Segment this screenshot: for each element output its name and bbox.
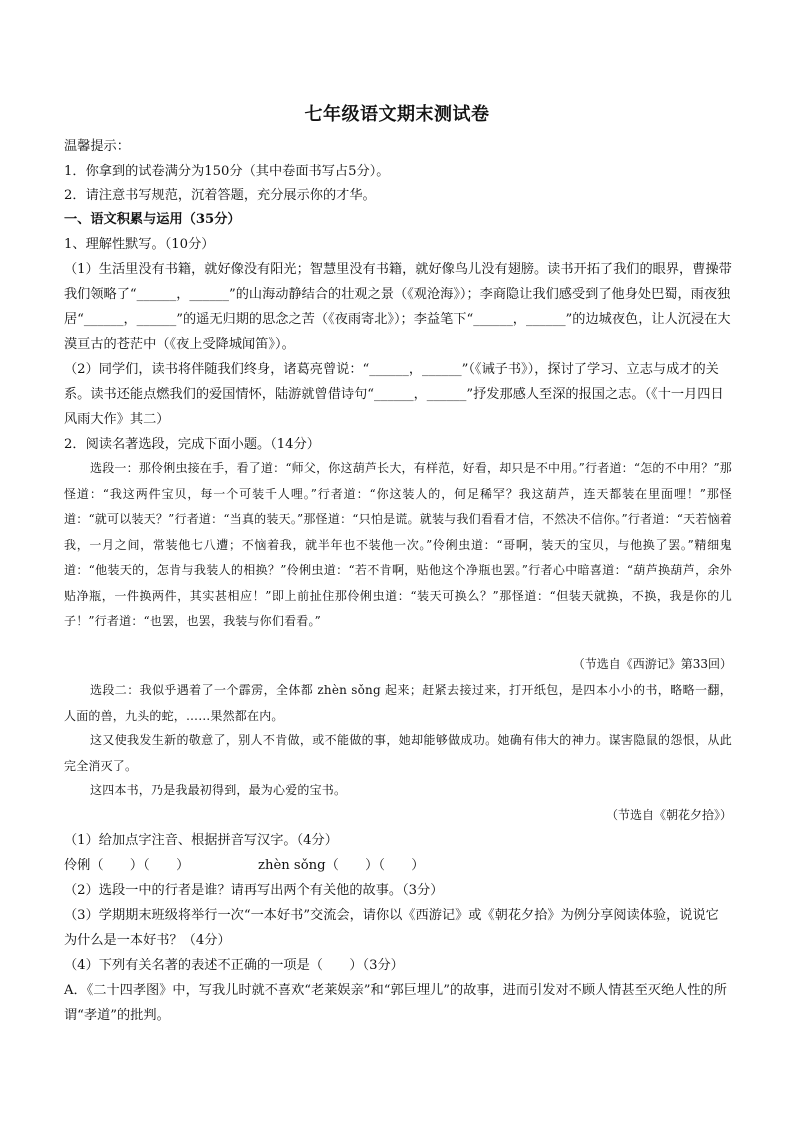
sub-question-1-right-blanks: zhèn sǒng（ ）（ ） (258, 858, 425, 873)
option-a: A．《二十四孝图》中，写我儿时就不喜欢“老莱娱亲”和“郭巨埋儿”的故事，进而引发对不顾人情甚至灭绝人性的所谓“孝道”的批判。 (64, 983, 727, 1023)
tips-heading: 温馨提示： (64, 139, 130, 154)
question-2-title: 2．阅读名著选段，完成下面小题。（14分） (64, 437, 320, 452)
tips-line-1: 1．你拿到的试卷满分为150分（其中卷面书写占5分）。 (64, 164, 390, 179)
sub-question-4: （4）下列有关名著的表述不正确的一项是（ ）（3分） (64, 958, 404, 973)
question-1-part-1: （1）生活里没有书籍，就好像没有阳光；智慧里没有书籍，就好像鸟儿没有翅膀。读书开拓了我们的眼界，曹操带我们领略了“______，______”的山海动静结合的壮观之景（《观沧海》）；李商隐让我们感受到了他身处巴蜀，雨夜独居“______，______”的遥无归期的思念之苦（《夜雨寄北》）；李益笔下“______，______”的边城夜色，让人沉浸在大漠亘古的苍茫中（《夜上受降城闻笛》）。 (64, 262, 732, 352)
excerpt-2-para-1: 选段二：我似乎遇着了一个霹雳，全体都 zhèn sǒng 起来；赶紧去接过来，打开纸包，是四本小小的书，略略一翻，人面的兽，九头的蛇，……果然都在内。 (64, 683, 732, 723)
excerpt-1: 选段一：那伶俐虫接在手，看了道：“师父，你这葫芦长大，有样范，好看，却只是不中用。”行者道：“怎的不中用？”那怪道：“我这两件宝贝，每一个可装千人哩。”行者道：“你这装人的，何足稀罕？我这葫芦，连天都装在里面哩！”那怪道：“就可以装天？”行者道：“当真的装天。”那怪道：“只怕是谎。就装与我们看看才信，不然决不信你。”行者道：“天若恼着我，一月之间，常装他七八遭；不恼着我，就半年也不装他一次。”伶俐虫道：“哥啊，装天的宝贝，与他换了罢。”精细鬼道：“他装天的，怎肯与我装人的相换？”伶俐虫道：“若不肯啊，贴他这个净瓶也罢。”行者心中暗喜道：“葫芦换葫芦，余外贴净瓶，一件换两件，其实甚相应！”即上前扯住那伶俐虫道：“装天可换么？”那怪道：“但装天就换，不换，我是你的儿子！”行者道：“也罢，也罢，我装与你们看看。” (64, 461, 732, 628)
excerpt-2-para-3: 这四本书，乃是我最初得到，最为心爱的宝书。 (90, 783, 347, 797)
question-1-part-2: （2）同学们，读书将伴随我们终身，诸葛亮曾说：“______，______”（《诫子书》），探讨了学习、立志与成才的关系。读书还能点燃我们的爱国情怀，陆游就曾借诗句“______，______”抒发那感人至深的报国之志。（《十一月四日风雨大作》其二） (64, 362, 724, 427)
excerpt-2-source: （节选自《朝花夕拾》） (605, 808, 732, 822)
excerpt-1-source: （节选自《西游记》第33回） (572, 657, 732, 671)
sub-question-1-left-blanks: 伶俐（ ）（ ） (64, 858, 190, 873)
question-1-title: 1、理解性默写。（10分） (64, 237, 215, 252)
sub-question-3: （3）学期期末班级将举行一次“一本好书”交流会，请你以《西游记》或《朝花夕拾》为例分享阅读体验，说说它为什么是一本好书？（4分） (64, 908, 719, 948)
excerpt-2-para-2: 这又使我发生新的敬意了，别人不肯做，或不能做的事，她却能够做成功。她确有伟大的神力。谋害隐鼠的怨恨，从此完全消灭了。 (64, 733, 732, 773)
section-heading: 一、语文积累与运用（35分） (64, 212, 241, 227)
sub-question-1: （1）给加点字注音、根据拼音写汉字。（4分） (64, 833, 338, 848)
tips-line-2: 2．请注意书写规范，沉着答题，充分展示你的才华。 (64, 188, 376, 203)
exam-title: 七年级语文期末测试卷 (304, 104, 490, 125)
sub-question-2: （2）选段一中的行者是谁？请再写出两个有关他的故事。（3分） (64, 883, 444, 898)
